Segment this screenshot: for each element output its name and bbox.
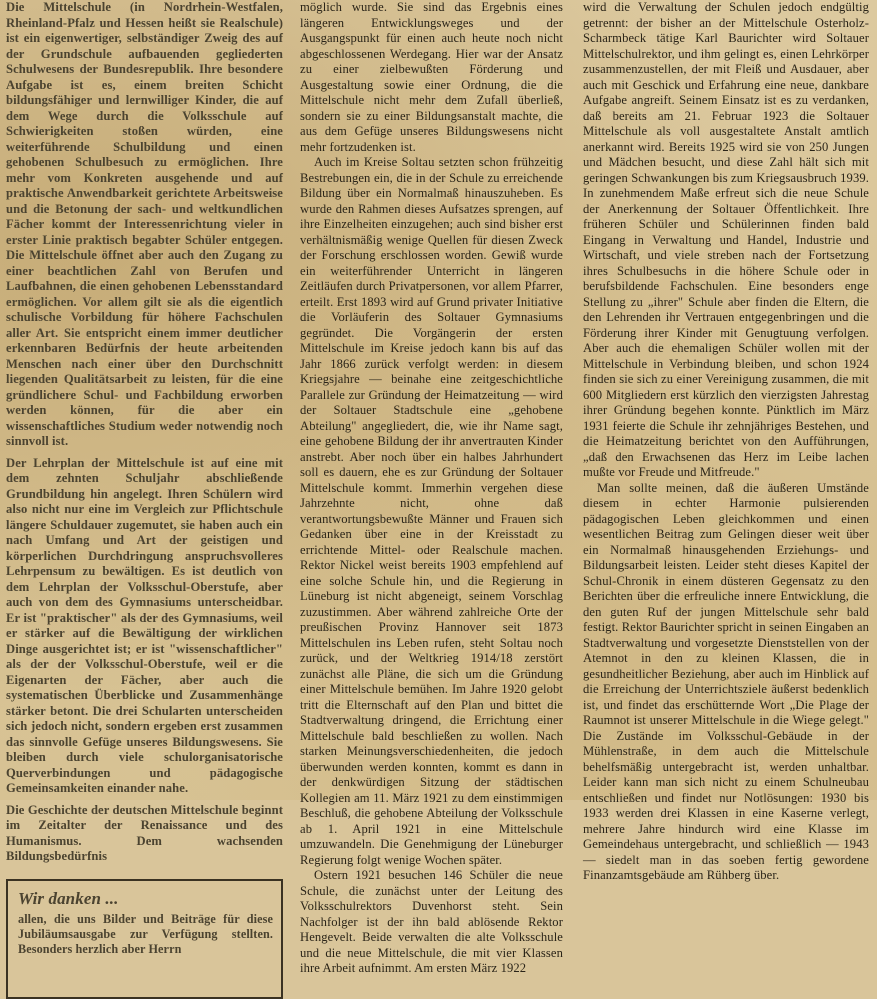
paragraph: Man sollte meinen, daß die äußeren Umstände diesem in echter Harmonie pulsierenden pädagogischen Leben gleichkommen und einen wesentlichen Beitrag zum Gelingen dieser weit über ein Normalmaß hinausgehenden Erziehungs- und Bildungsarbeit leisten. Leider steht dieses Kapitel der Schul-Chronik in einem düsteren Gegensatz zu den Berichten über die erfreuliche innere Entwicklung, die den guten Ruf der jungen Mittelschule sehr bald festigt. Rektor Baurichter spricht in seinen Eingaben an Stadtverwaltung und vorgesetzte Dienststellen von der Atemnot in den zu kleinen Klassen, die in gesundheitlicher Beziehung, aber auch im Hinblick auf die Erreichung der Unterrichtsziele äußerst bedenklich ist, und findet das erschütternde Wort „Die Plage der Raumnot ist unserer Mittelschule in die Wiege gelegt." Die Zustände im Volksschul-Gebäude in der Mühlenstraße, in dem auch die Mittelschule behelfsmäßig untergebracht ist, werden unhaltbar. Leider kann man sich nicht zu einem Schulneubau entschließen und findet nur Notlösungen: 1930 bis 1933 werden drei Klassen in eine Kaserne verlegt, mehrere Jahre hindurch wird eine Klasse im Gemeindehaus untergebracht, und schließlich — 1943 — siedelt man in das soeben fertig gewordene Finanzamtsgebäude am Rühberg über. xyxy=(583,480,869,882)
thanks-box xyxy=(6,879,283,999)
column-left xyxy=(6,0,283,956)
paragraph: wird die Verwaltung der Schulen jedoch endgültig getrennt: der bisher an der Mittelschule Osterholz-Scharmbeck tätige Karl Baurichter wird Soltauer Mittelschulrektor, und ihm gelingt es, einen Lehrkörper zusammenzustellen, der mit Fleiß und Ausdauer, aber auch mit Geschick und Erfahrung eine neue, dankbare Aufgabe angreift. Seinem Einsatz ist es zu verdanken, daß bereits am 21. Februar 1923 die Soltauer Mittelschule als voll ausgestaltete Anstalt amtlich anerkannt wird. Bereits 1925 wird sie von 250 Jungen und Mädchen besucht, und diese Zahl hält sich mit geringen Schwankungen bis zum Kriegsausbruch 1939. In zunehmendem Maße erfreut sich die neue Schule der Anerkennung der Soltauer Öffentlichkeit. Ihre früheren Schüler und Schülerinnen finden bald Eingang in Verwaltung und Handel, Industrie und Wirtschaft, und viele streben nach der Fortsetzung ihres Schulbesuchs in die höhere Schule oder in berufsbildende Fachschulen. Eine besonders enge Stellung zu „ihrer" Schule aber finden die Eltern, die den Lehrenden ihr Vertrauen entgegenbringen und die Förderung ihrer Kinder mit Genugtuung verfolgen. Aber auch die ehemaligen Schüler wollen mit der Mittelschule in Verbindung bleiben, und schon 1924 finden sie sich zu einer Vereinigung zusammen, die mit 600 Mitgliedern erst kürzlich den vierzigsten Jahrestag ihrer Gründung begehen konnte. Pünktlich im März 1931 feierte die Schule ihr zehnjähriges Bestehen, und die Heimatzeitung berichtet von den Aufführungen, „daß den Erwachsenen das Herz im Leibe lachen mußte vor Freude und Mitfreude." xyxy=(583,0,869,479)
column-right xyxy=(583,0,869,882)
paragraph: Der Lehrplan der Mittelschule ist auf eine mit dem zehnten Schuljahr abschließende Grundbildung hin angelegt. Ihren Schülern wird also nicht nur eine im Vergleich zur Pflichtschule längere Schuldauer zugemutet, sie haben auch ein nach Umfang und Art der geistigen und körperlichen Durchdringung anspruchsvolleres Lehrpensum zu bewältigen. Es ist deutlich von dem Lehrplan der Volksschul-Oberstufe, aber auch von dem des Gymnasiums unterscheidbar. Er ist "praktischer" als der des Gymnasiums, weil er stärker auf die Bewältigung der wirklichen Dinge ausgerichtet ist; er ist "wissenschaftlicher" als der der Volksschul-Oberstufe, weil er die Eigenarten der Fächer, aber auch die systematischen Überblicke und Zusammenhänge stärker betont. Die drei Schularten unterscheiden sich jedoch nicht, sondern ergeben erst zusammen das sinnvolle Gefüge unseres Bildungswesens. Sie bleiben durch viele schulorganisatorische Querverbindungen und pädagogische Gemeinsamkeiten einander nahe. xyxy=(6,455,283,795)
paragraph: Die Mittelschule (in Nordrhein-Westfalen, Rheinland-Pfalz und Hessen heißt sie Realschule) ist ein eigenwertiger, selbständiger Zweig des auf der Grundschule aufbauenden gegliederten Schulwesens der Bundesrepublik. Ihre besondere Aufgabe ist es, einem breiten Schicht bildungsfähiger und lernwilliger Kinder, die auf dem Wege durch die Volksschule auf Schwierigkeiten stoßen würden, eine weiterführende Schulbildung und einen gehobenen Schulbesuch zu ermöglichen. Ihre mehr vom Konkreten ausgehende und auf praktische Anwendbarkeit gerichtete Arbeitsweise und die Betonung der sach- und weltkundlichen Fächer kommt der Interessenrichtung vieler in erster Linie praktisch begabter Schüler entgegen. Die Mittelschule öffnet aber auch den Zugang zu einer beachtlichen Zahl von Berufen und Laufbahnen, die einen gehobenen Lebensstandard ermöglichen. Vor allem gilt sie als die eigentlich schulische Vorbildung für höhere Fachschulen aller Art. Sie entspricht einem immer deutlicher erkennbaren Bedürfnis der heute arbeitenden Menschen nach einer über den Durchschnitt liegenden Qualitätsarbeit zu leisten, für die eine gründlichere Schul- und Fachbildung erworben werden können, für die aber ein wissenschaftliches Studium weder notwendig noch sinnvoll ist. xyxy=(6,0,283,448)
thanks-text: allen, die uns Bilder und Beiträge für diese Jubiläumsausgabe zur Verfügung stellten. Besonders herzlich aber Herrn xyxy=(18,912,273,956)
paragraph: möglich wurde. Sie sind das Ergebnis eines längeren Entwicklungsweges und der Ausgangspunkt für einen auch heute noch nicht abgeschlossenen Werdegang. Hier war der Ansatz zu einer zielbewußten Förderung und Ausgestaltung sowie einer Ordnung, die die Mittelschule nicht mehr dem Zufall überließ, sondern sie zu einer Bildungsanstalt machte, die aus dem Gefüge unseres Bildungswesens nicht mehr fortzudenken ist. xyxy=(300,0,563,154)
paragraph: Ostern 1921 besuchen 146 Schüler die neue Schule, die zunächst unter der Leitung des Volksschulrektors Duvenhorst steht. Sein Nachfolger ist der ihn bald ablösende Rektor Hengevelt. Beide verwalten die alte Volksschule und die neue Mittelschule, die mit vier Klassen ihre Arbeit aufnimmt. Am ersten März 1922 xyxy=(300,868,563,975)
column-middle xyxy=(300,0,563,975)
paragraph: Auch im Kreise Soltau setzten schon frühzeitig Bestrebungen ein, die in der Schule zu erreichende Bildung über ein Normalmaß hinauszuheben. Es wurde den Rahmen dieses Aufsatzes sprengen, auf ihre Einzelheiten einzugehen; auch sind bisher erst verhältnismäßig wenige Quellen für diesen Zweck der Forschung erschlossen worden. Gewiß wurde ein weiterführender Unterricht in längeren Zeitläufen durch Privatpersonen, vor allem Pfarrer, erteilt. Erst 1893 wird auf Grund privater Initiative die Vorläuferin des Soltauer Gymnasiums gegründet. Die Vorgängerin der ersten Mittelschule im Kreise jedoch kann bis auf das Jahr 1866 zurück verfolgt werden: in diesem Kriegsjahre — beinahe eine zeitgeschichtliche Parallele zur Gründung der Heimatzeitung — wird der Soltauer Stadtschule eine „gehobene Abteilung" angegliedert, die, wie ihr Name sagt, eine gehobene Bildung der ihr anvertrauten Kinder anstrebt. Aber noch über ein halbes Jahrhundert soll es dauern, ehe es zur Gründung der Soltauer Mittelschule kommt. Immerhin vergehen diese Jahrzehnte nicht, ohne daß verantwortungsbewußte Männer und Frauen sich Gedanken über eine in der Kreisstadt zu errichtende Mittel- oder Realschule machen. Rektor Nickel weist bereits 1903 empfehlend auf eine solche Schule hin, und die Regierung in Lüneburg ist nicht abgeneigt, seinem Vorschlag zuzustimmen. Aber während zahlreiche Orte der preußischen Provinz Hannover seit 1873 Mittelschulen ins Leben rufen, steht Soltau noch zurück, und der Weltkrieg 1914/18 zerstört zunächst alle Pläne, die sich um die Gründung einer Mittelschule bemühen. Im Jahre 1920 gelobt tritt die Elternschaft auf den Plan und bittet die Stadtverwaltung dringend, die Errichtung einer Mittelschule bald beschließen zu wollen. Nach starken Meinungsverschiedenheiten, die jedoch überwunden werden konnten, kommt es dann in der denkwürdigen Sitzung der städtischen Kollegien am 11. März 1921 zu dem einstimmigen Beschluß, die gehobene Abteilung der Volksschule ab 1. April 1921 in eine Mittelschule umzuwandeln. Die Genehmigung der Lüneburger Regierung folgt wenige Wochen später. xyxy=(300,155,563,867)
thanks-title: Wir danken ... xyxy=(18,888,119,908)
paragraph: Die Geschichte der deutschen Mittelschule beginnt im Zeitalter der Renaissance und des Humanismus. Dem wachsenden Bildungsbedürfnis xyxy=(6,802,283,863)
